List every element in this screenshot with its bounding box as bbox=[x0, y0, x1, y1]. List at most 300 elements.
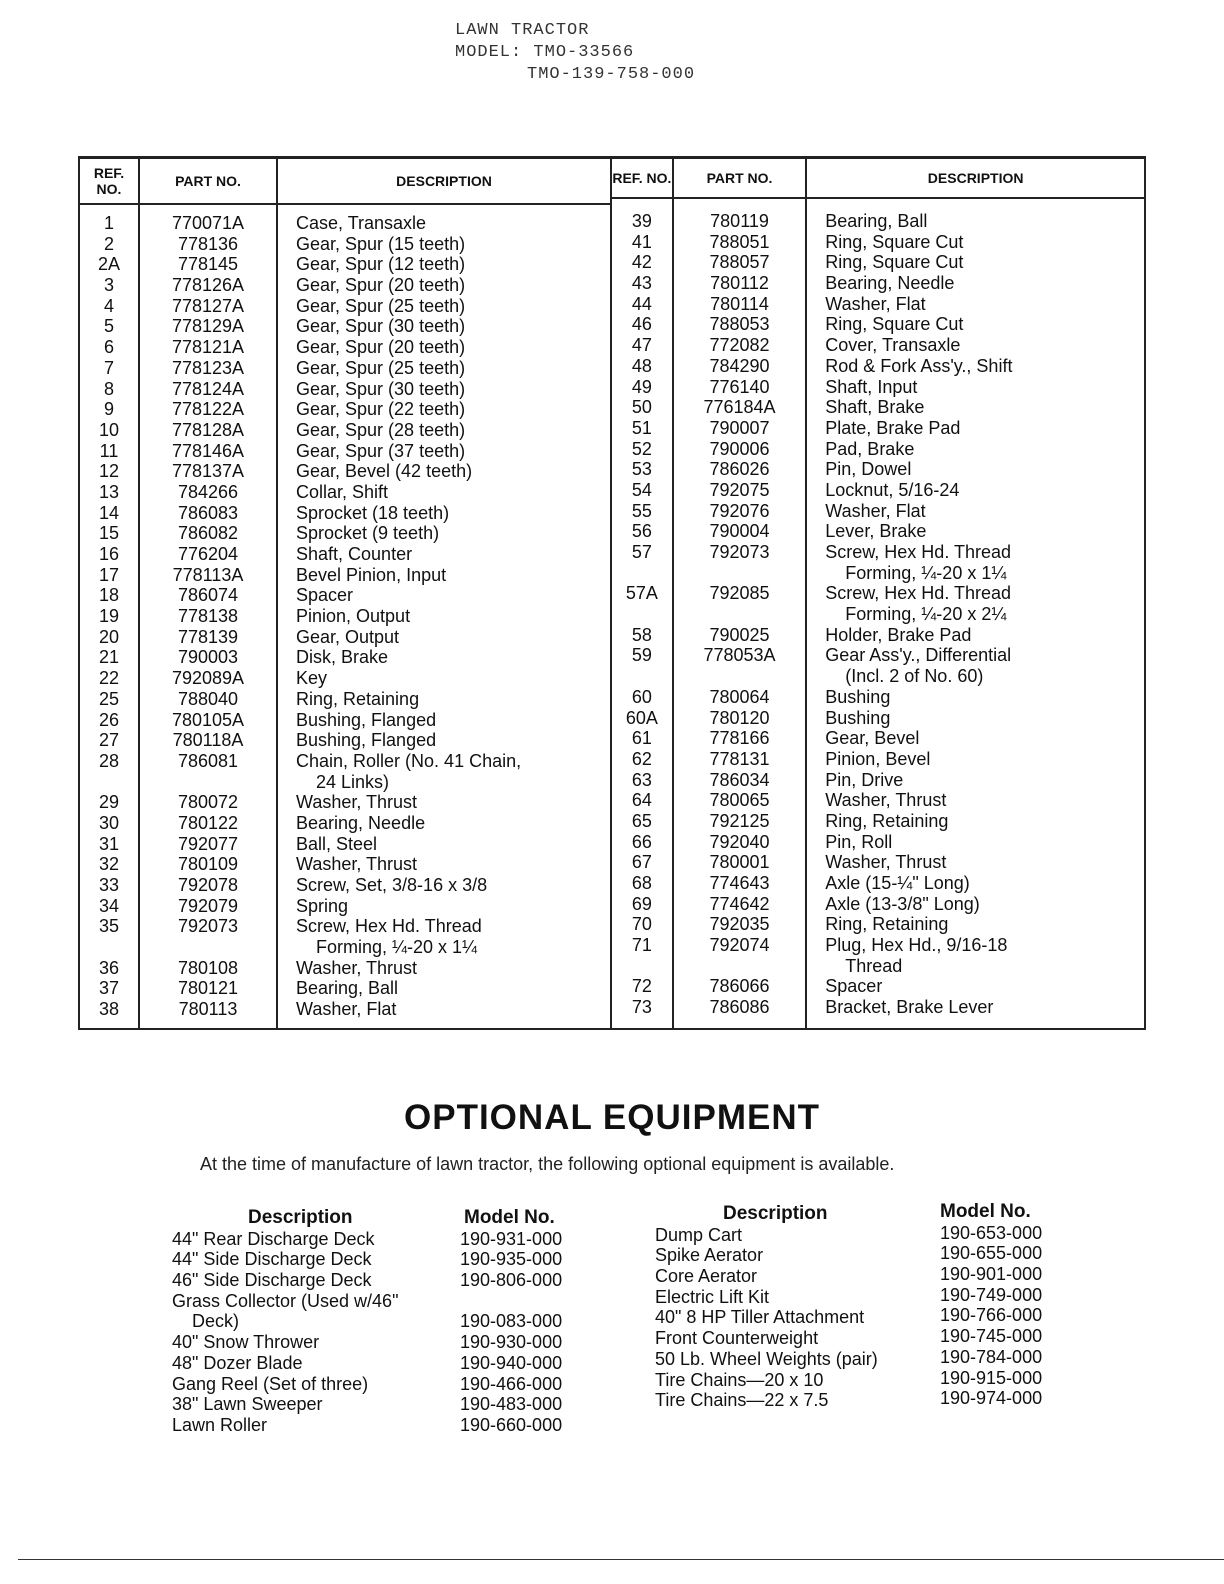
list-item bbox=[612, 956, 672, 977]
header-line-3: TMO-139-758-000 bbox=[527, 65, 696, 84]
list-item: 190-974-000 bbox=[940, 1388, 1043, 1409]
list-item: 44" Side Discharge Deck bbox=[172, 1249, 372, 1270]
list-item: Pin, Drive bbox=[825, 769, 904, 790]
list-item: 774643 bbox=[709, 873, 770, 893]
part-no-header: PART NO. bbox=[140, 159, 276, 205]
list-item: 778166 bbox=[709, 728, 770, 749]
list-item: 190-749-000 bbox=[940, 1284, 1043, 1305]
list-item: Forming, ¼-20 x 1¼ bbox=[845, 562, 1007, 583]
list-item: 786081 bbox=[177, 750, 239, 771]
list-item: Bushing bbox=[825, 707, 891, 728]
list-item: 792040 bbox=[709, 831, 770, 852]
list-item: Bearing, Needle bbox=[825, 273, 955, 294]
list-item bbox=[674, 666, 806, 687]
list-item: 778136 bbox=[177, 233, 239, 254]
list-item: Bevel Pinion, Input bbox=[296, 564, 447, 585]
optional-model-list bbox=[940, 1223, 1042, 1409]
list-item: 50 Lb. Wheel Weights (pair) bbox=[655, 1348, 878, 1369]
list-item: Lawn Roller bbox=[172, 1414, 268, 1435]
list-item: Gang Reel (Set of three) bbox=[172, 1373, 369, 1394]
list-item: 780064 bbox=[709, 686, 770, 707]
document-header bbox=[455, 20, 695, 86]
list-item: 786074 bbox=[177, 585, 239, 606]
list-item: Screw, Hex Hd. Thread bbox=[825, 583, 1012, 604]
description-heading: Description bbox=[248, 1207, 353, 1228]
list-item: 26 bbox=[98, 709, 120, 730]
list-item bbox=[460, 1291, 562, 1312]
description-heading: Description bbox=[723, 1203, 828, 1224]
list-item: Key bbox=[296, 668, 328, 689]
list-item: 19 bbox=[98, 606, 120, 627]
parts-table-left-half bbox=[80, 159, 612, 1028]
list-item: 59 bbox=[631, 645, 652, 666]
list-item: 790025 bbox=[709, 624, 770, 645]
list-item: 780001 bbox=[709, 852, 770, 873]
list-item: 71 bbox=[631, 935, 652, 956]
ref-no-header: REF. NO. bbox=[612, 159, 672, 199]
list-item: Spike Aerator bbox=[655, 1245, 764, 1266]
list-item: Forming, ¼-20 x 2¼ bbox=[845, 604, 1007, 625]
description-list bbox=[278, 205, 610, 1020]
list-item: 52 bbox=[631, 438, 652, 459]
list-item: 42 bbox=[631, 252, 652, 273]
description-column-left bbox=[278, 159, 612, 1028]
list-item: 778129A bbox=[171, 316, 245, 337]
list-item: 190-745-000 bbox=[940, 1326, 1043, 1347]
list-item: 17 bbox=[98, 564, 120, 585]
list-item: 57 bbox=[631, 542, 652, 562]
list-item: 778128A bbox=[171, 419, 245, 440]
list-item: 786082 bbox=[177, 523, 239, 544]
list-item: 11 bbox=[99, 440, 119, 461]
list-item: 778121A bbox=[171, 337, 245, 358]
list-item: 51 bbox=[631, 417, 652, 438]
list-item: Gear, Spur (30 teeth) bbox=[296, 316, 466, 337]
list-item: Washer, Flat bbox=[825, 500, 926, 521]
list-item: Pin, Dowel bbox=[825, 459, 912, 480]
description-header: DESCRIPTION bbox=[278, 159, 610, 205]
list-item: 18 bbox=[98, 585, 120, 606]
list-item: 60A bbox=[625, 707, 658, 728]
list-item: 190-915-000 bbox=[940, 1367, 1043, 1388]
list-item: 38" Lawn Sweeper bbox=[172, 1394, 323, 1415]
list-item: Holder, Brake Pad bbox=[825, 624, 972, 645]
list-item: 790004 bbox=[709, 521, 770, 542]
list-item bbox=[80, 772, 138, 793]
list-item: Bushing bbox=[825, 686, 891, 707]
list-item: Plug, Hex Hd., 9/16-18 bbox=[825, 935, 1008, 956]
list-item: Bushing, Flanged bbox=[296, 709, 437, 730]
optional-equipment-title: OPTIONAL EQUIPMENT bbox=[404, 1098, 820, 1137]
list-item: 29 bbox=[98, 792, 120, 813]
list-item: 792085 bbox=[709, 583, 770, 604]
list-item: (Incl. 2 of No. 60) bbox=[845, 666, 984, 687]
list-item: 35 bbox=[98, 916, 120, 937]
list-item: 38 bbox=[98, 999, 120, 1020]
list-item: 4 bbox=[103, 295, 114, 316]
part-no-list bbox=[140, 205, 276, 1020]
list-item: 792079 bbox=[177, 895, 239, 916]
list-item bbox=[612, 563, 672, 584]
list-item: 30 bbox=[98, 812, 120, 833]
part-no-list bbox=[674, 199, 806, 1018]
list-item bbox=[674, 563, 806, 584]
list-item: 770071A bbox=[171, 213, 245, 233]
list-item: 57A bbox=[625, 583, 658, 604]
list-item: 778053A bbox=[703, 645, 776, 666]
list-item: 778145 bbox=[177, 254, 239, 275]
part-no-column-left bbox=[140, 159, 278, 1028]
list-item: Washer, Thrust bbox=[825, 790, 947, 811]
list-item: 772082 bbox=[709, 335, 770, 356]
list-item: Gear, Spur (20 teeth) bbox=[296, 275, 466, 296]
list-item: 778139 bbox=[177, 626, 239, 647]
list-item bbox=[674, 956, 806, 977]
list-item: Washer, Flat bbox=[296, 999, 397, 1020]
list-item: 36 bbox=[98, 957, 120, 978]
list-item: 792078 bbox=[177, 875, 239, 895]
optional-left-models bbox=[460, 1208, 562, 1436]
list-item: 780105A bbox=[171, 709, 245, 730]
list-item: Washer, Thrust bbox=[296, 854, 418, 875]
list-item: 63 bbox=[631, 769, 652, 790]
list-item: 41 bbox=[631, 231, 652, 252]
list-item: Dump Cart bbox=[655, 1224, 743, 1245]
list-item: Gear, Bevel (42 teeth) bbox=[296, 461, 473, 482]
list-item: 65 bbox=[631, 810, 652, 831]
list-item: Screw, Hex Hd. Thread bbox=[296, 916, 482, 937]
list-item: Washer, Thrust bbox=[825, 852, 947, 873]
list-item: Thread bbox=[845, 955, 903, 976]
list-item: 190-655-000 bbox=[940, 1243, 1043, 1264]
list-item: Case, Transaxle bbox=[296, 213, 427, 233]
list-item: 32 bbox=[98, 854, 120, 875]
list-item: Spring bbox=[296, 895, 349, 916]
list-item: 48" Dozer Blade bbox=[172, 1352, 303, 1373]
list-item: 46" Side Discharge Deck bbox=[172, 1270, 372, 1291]
list-item: 780118A bbox=[172, 730, 244, 751]
list-item: 778146A bbox=[171, 440, 245, 461]
list-item: 55 bbox=[631, 500, 652, 521]
list-item: 790007 bbox=[709, 417, 770, 438]
list-item: Axle (15-¼" Long) bbox=[825, 873, 970, 893]
list-item bbox=[612, 666, 672, 687]
list-item: Plate, Brake Pad bbox=[825, 417, 961, 438]
list-item: 778127A bbox=[171, 295, 245, 316]
list-item: 43 bbox=[631, 273, 652, 294]
list-item: 190-806-000 bbox=[460, 1270, 563, 1291]
list-item: Gear, Spur (20 teeth) bbox=[296, 337, 466, 358]
list-item: 776140 bbox=[709, 376, 770, 397]
list-item: 10 bbox=[98, 419, 120, 440]
list-item: Chain, Roller (No. 41 Chain, bbox=[296, 750, 522, 771]
list-item: 786026 bbox=[709, 459, 770, 480]
list-item: Disk, Brake bbox=[296, 647, 389, 668]
list-item: 56 bbox=[631, 521, 652, 542]
ref-no-header: REF. NO. bbox=[80, 159, 138, 205]
list-item: 64 bbox=[631, 790, 652, 811]
list-item: Shaft, Counter bbox=[296, 544, 413, 564]
optional-description-list bbox=[655, 1225, 878, 1411]
list-item: 6 bbox=[103, 337, 114, 358]
list-item: 780072 bbox=[177, 792, 239, 813]
list-item: 40" Snow Thrower bbox=[172, 1332, 320, 1353]
list-item: 784290 bbox=[709, 355, 770, 376]
bottom-rule bbox=[18, 1559, 1224, 1560]
list-item: 2A bbox=[97, 254, 121, 275]
list-item: Tire Chains—20 x 10 bbox=[655, 1369, 824, 1390]
list-item: Ring, Square Cut bbox=[825, 314, 964, 335]
list-item: Bearing, Needle bbox=[296, 812, 426, 833]
list-item: Washer, Thrust bbox=[296, 792, 418, 813]
list-item: 778113A bbox=[172, 564, 244, 585]
list-item: 780121 bbox=[177, 978, 239, 999]
list-item: 61 bbox=[631, 728, 652, 749]
list-item: 778123A bbox=[171, 357, 245, 378]
list-item: Core Aerator bbox=[655, 1266, 758, 1287]
parts-table-right-half bbox=[612, 159, 1144, 1028]
list-item: Deck) bbox=[192, 1311, 240, 1332]
list-item: 40" 8 HP Tiller Attachment bbox=[655, 1307, 865, 1328]
list-item: 778122A bbox=[171, 399, 245, 420]
list-item: 190-766-000 bbox=[940, 1305, 1043, 1326]
list-item: 780119 bbox=[710, 211, 769, 231]
list-item: 24 Links) bbox=[316, 771, 390, 792]
list-item: 33 bbox=[98, 875, 120, 895]
list-item: 2 bbox=[103, 233, 114, 254]
optional-right-models bbox=[940, 1202, 1042, 1409]
list-item: 3 bbox=[103, 275, 114, 296]
list-item: Gear, Spur (12 teeth) bbox=[296, 254, 466, 275]
parts-table bbox=[78, 156, 1146, 1030]
header-line-1: LAWN TRACTOR bbox=[455, 21, 590, 40]
ref-no-list bbox=[80, 205, 138, 1020]
list-item: Grass Collector (Used w/46" bbox=[172, 1290, 399, 1311]
optional-description-list bbox=[172, 1229, 398, 1436]
list-item: 780122 bbox=[177, 812, 239, 833]
list-item: 67 bbox=[631, 852, 652, 873]
list-item bbox=[140, 772, 276, 793]
list-item: 58 bbox=[631, 624, 652, 645]
list-item: 20 bbox=[98, 626, 120, 647]
list-item: 776204 bbox=[177, 544, 239, 564]
list-item: 780109 bbox=[177, 854, 239, 875]
list-item: 47 bbox=[631, 335, 652, 356]
list-item: 70 bbox=[631, 914, 652, 935]
list-item: 780108 bbox=[177, 957, 239, 978]
list-item: 190-784-000 bbox=[940, 1346, 1043, 1367]
list-item: 778126A bbox=[171, 275, 245, 296]
list-item: 790003 bbox=[177, 647, 239, 668]
list-item: 66 bbox=[631, 831, 652, 852]
list-item: Locknut, 5/16-24 bbox=[825, 479, 960, 500]
list-item: Washer, Flat bbox=[825, 293, 926, 314]
list-item: Ring, Retaining bbox=[825, 810, 949, 831]
list-item: 786086 bbox=[709, 997, 770, 1018]
part-no-column-right bbox=[674, 159, 808, 1028]
part-no-header: PART NO. bbox=[674, 159, 806, 199]
optional-left-descriptions bbox=[172, 1208, 398, 1436]
list-item: 21 bbox=[98, 647, 120, 668]
list-item: 778131 bbox=[709, 748, 770, 769]
list-item: 14 bbox=[98, 502, 120, 523]
list-item bbox=[140, 937, 276, 958]
list-item: Sprocket (9 teeth) bbox=[296, 523, 440, 544]
list-item: 792073 bbox=[709, 542, 770, 562]
list-item: Gear, Spur (22 teeth) bbox=[296, 399, 466, 420]
list-item: Bushing, Flanged bbox=[296, 730, 437, 751]
list-item: 62 bbox=[631, 748, 652, 769]
list-item: 792035 bbox=[709, 914, 770, 935]
header-line-2: MODEL: TMO-33566 bbox=[455, 43, 635, 62]
list-item: 792089A bbox=[171, 668, 245, 689]
list-item: Ball, Steel bbox=[296, 833, 378, 854]
description-list bbox=[807, 199, 1144, 1018]
list-item: 68 bbox=[631, 873, 652, 893]
ref-no-column-right bbox=[612, 159, 674, 1028]
list-item: Gear, Output bbox=[296, 626, 400, 647]
list-item: 190-083-000 bbox=[460, 1311, 563, 1332]
list-item: 190-466-000 bbox=[460, 1373, 563, 1394]
list-item: Screw, Set, 3/8-16 x 3/8 bbox=[296, 875, 488, 895]
list-item: 190-660-000 bbox=[460, 1414, 563, 1435]
list-item: 792076 bbox=[709, 500, 770, 521]
list-item: 190-931-000 bbox=[460, 1228, 563, 1249]
list-item: 31 bbox=[98, 833, 120, 854]
list-item: 778124A bbox=[171, 378, 245, 399]
list-item: 190-935-000 bbox=[460, 1249, 563, 1270]
list-item: 780114 bbox=[710, 293, 769, 314]
list-item: Tire Chains—22 x 7.5 bbox=[655, 1390, 829, 1411]
list-item: 44" Rear Discharge Deck bbox=[172, 1228, 375, 1249]
list-item: Bearing, Ball bbox=[296, 978, 399, 999]
list-item: 60 bbox=[631, 686, 652, 707]
list-item: 50 bbox=[631, 397, 652, 418]
list-item: 190-901-000 bbox=[940, 1264, 1043, 1285]
list-item: 16 bbox=[98, 544, 120, 564]
list-item: 54 bbox=[631, 479, 652, 500]
list-item: 5 bbox=[103, 316, 114, 337]
list-item: Gear Ass'y., Differential bbox=[825, 645, 1012, 666]
list-item: 190-940-000 bbox=[460, 1352, 563, 1373]
list-item: 780113 bbox=[178, 999, 238, 1020]
optional-equipment-note: At the time of manufacture of lawn tractor, the following optional equipment is available. bbox=[200, 1154, 895, 1174]
list-item: Gear, Spur (37 teeth) bbox=[296, 440, 466, 461]
list-item: Pad, Brake bbox=[825, 438, 915, 459]
list-item: 792074 bbox=[709, 935, 770, 956]
list-item: 27 bbox=[98, 730, 120, 751]
list-item: 788051 bbox=[709, 231, 770, 252]
list-item: Ring, Retaining bbox=[296, 688, 420, 709]
list-item: 780065 bbox=[709, 790, 770, 811]
list-item: 788040 bbox=[177, 688, 239, 709]
list-item: 53 bbox=[631, 459, 652, 480]
ref-no-column-left bbox=[80, 159, 140, 1028]
list-item: Sprocket (18 teeth) bbox=[296, 502, 450, 523]
list-item: Ring, Retaining bbox=[825, 914, 949, 935]
list-item: 792125 bbox=[709, 810, 770, 831]
list-item: Electric Lift Kit bbox=[655, 1286, 770, 1307]
list-item: 1 bbox=[103, 213, 114, 233]
list-item: Gear, Spur (15 teeth) bbox=[296, 233, 466, 254]
model-no-heading: Model No. bbox=[464, 1207, 555, 1228]
list-item: 190-483-000 bbox=[460, 1394, 563, 1415]
list-item: Shaft, Input bbox=[825, 376, 918, 397]
list-item: 73 bbox=[631, 997, 652, 1018]
list-item: 7 bbox=[103, 357, 114, 378]
list-item: 784266 bbox=[177, 481, 239, 502]
list-item: Gear, Spur (25 teeth) bbox=[296, 357, 466, 378]
list-item: 786034 bbox=[709, 769, 770, 790]
list-item: 28 bbox=[98, 750, 120, 771]
list-item: 34 bbox=[98, 895, 120, 916]
list-item: Spacer bbox=[296, 585, 354, 606]
list-item: Gear, Spur (28 teeth) bbox=[296, 419, 466, 440]
list-item: 788057 bbox=[709, 252, 770, 273]
list-item: 15 bbox=[98, 523, 120, 544]
list-item: 69 bbox=[631, 893, 652, 914]
list-item: 790006 bbox=[709, 438, 770, 459]
list-item: 9 bbox=[103, 399, 114, 420]
list-item: 37 bbox=[98, 978, 120, 999]
list-item: 190-653-000 bbox=[940, 1222, 1043, 1243]
list-item: 792073 bbox=[177, 916, 239, 937]
list-item: 776184A bbox=[703, 397, 776, 418]
description-header: DESCRIPTION bbox=[807, 159, 1144, 199]
list-item: Cover, Transaxle bbox=[825, 335, 961, 356]
list-item: Gear, Spur (30 teeth) bbox=[296, 378, 466, 399]
list-item bbox=[80, 937, 138, 958]
list-item: Spacer bbox=[825, 976, 883, 997]
list-item: 44 bbox=[631, 293, 652, 314]
list-item: Rod & Fork Ass'y., Shift bbox=[825, 355, 1013, 376]
list-item: 792077 bbox=[177, 833, 239, 854]
list-item: Screw, Hex Hd. Thread bbox=[825, 542, 1012, 562]
list-item: Pin, Roll bbox=[825, 831, 893, 852]
list-item: Washer, Thrust bbox=[296, 957, 418, 978]
list-item: Pinion, Bevel bbox=[825, 748, 931, 769]
list-item: 786083 bbox=[177, 502, 239, 523]
list-item: Bearing, Ball bbox=[825, 211, 928, 231]
list-item: Shaft, Brake bbox=[825, 397, 925, 418]
list-item: 12 bbox=[98, 461, 120, 482]
list-item: Collar, Shift bbox=[296, 481, 389, 502]
list-item: 8 bbox=[103, 378, 114, 399]
list-item: Ring, Square Cut bbox=[825, 252, 964, 273]
list-item: 788053 bbox=[709, 314, 770, 335]
description-column-right bbox=[807, 159, 1144, 1028]
list-item: 46 bbox=[631, 314, 652, 335]
ref-no-list bbox=[612, 199, 672, 1018]
list-item: 780112 bbox=[710, 273, 769, 294]
list-item: 792075 bbox=[709, 479, 770, 500]
list-item bbox=[612, 604, 672, 625]
list-item: 72 bbox=[631, 976, 652, 997]
list-item: 48 bbox=[631, 355, 652, 376]
list-item: 780120 bbox=[709, 707, 770, 728]
list-item: Gear, Spur (25 teeth) bbox=[296, 295, 466, 316]
list-item: 774642 bbox=[709, 893, 770, 914]
list-item: 25 bbox=[98, 688, 120, 709]
model-no-heading: Model No. bbox=[940, 1201, 1031, 1222]
optional-right-descriptions bbox=[655, 1204, 878, 1411]
list-item: 49 bbox=[631, 376, 652, 397]
optional-model-list bbox=[460, 1229, 562, 1436]
list-item: 39 bbox=[631, 211, 652, 231]
list-item: Front Counterweight bbox=[655, 1328, 819, 1349]
list-item: 786066 bbox=[709, 976, 770, 997]
list-item: Lever, Brake bbox=[825, 521, 927, 542]
